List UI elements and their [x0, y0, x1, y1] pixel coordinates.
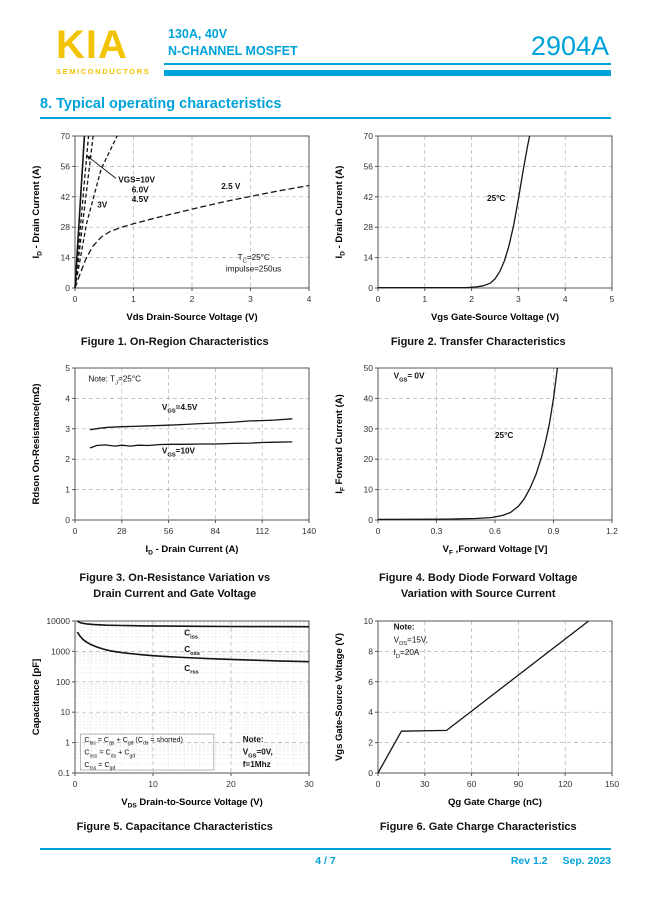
figure-1-caption: Figure 1. On-Region Characteristics [80, 335, 269, 348]
svg-text:112: 112 [255, 526, 269, 537]
svg-text:50: 50 [363, 363, 374, 374]
svg-text:3V: 3V [96, 200, 107, 210]
svg-text:VDS=15V,: $V_{DS}=15V$, [393, 634, 429, 647]
svg-text:140: 140 [301, 526, 316, 537]
svg-text:3: 3 [247, 293, 253, 304]
svg-text:VF ,Forward Voltage [V]: $V_F$ ,Forward Voltage [V] [442, 544, 548, 557]
svg-text:ID - Drain Current (A): $I_D$ - Drain Current (A) [30, 165, 44, 259]
figure-2 [330, 127, 628, 349]
svg-text:4: 4 [563, 293, 568, 304]
kia-logo [56, 22, 164, 76]
svg-text:5: 5 [65, 363, 70, 374]
svg-text:impulse=250us: impulse=250us [225, 264, 281, 274]
svg-text:TC=25°C: $T_C=25^\circ C$ [237, 252, 270, 265]
svg-text:150: 150 [605, 778, 620, 789]
svg-text:30: 30 [363, 423, 374, 434]
footer [40, 848, 611, 869]
svg-text:0: 0 [72, 778, 78, 789]
figure-4-caption: Figure 4. Body Diode Forward Voltage [379, 572, 578, 585]
svg-text:56: 56 [163, 526, 174, 537]
svg-text:1: 1 [130, 293, 136, 304]
svg-text:0: 0 [72, 293, 78, 304]
svg-text:3: 3 [516, 293, 522, 304]
svg-text:6.0V: 6.0V [131, 185, 149, 195]
figure-4-caption-line2: Variation with Source Current [400, 588, 556, 601]
figure-3-caption-line2: Drain Current and Gate Voltage [93, 588, 257, 601]
part-number: 2904A [530, 30, 609, 61]
svg-text:1: 1 [65, 484, 70, 495]
svg-text:30: 30 [304, 778, 314, 789]
svg-text:8: 8 [368, 646, 374, 657]
svg-text:60: 60 [467, 778, 477, 789]
svg-text:0.1: 0.1 [57, 767, 70, 778]
svg-text:56: 56 [60, 161, 70, 172]
header-row [164, 26, 611, 63]
svg-text:25°C: 25°C [487, 193, 506, 203]
svg-text:28: 28 [116, 526, 127, 537]
svg-text:1000: 1000 [50, 646, 70, 657]
svg-text:70: 70 [60, 130, 70, 141]
svg-text:2.5 V: 2.5 V [221, 181, 241, 191]
svg-text:1: 1 [422, 293, 428, 304]
svg-text:14: 14 [363, 252, 374, 263]
svg-text:28: 28 [363, 221, 374, 232]
figure-5-caption: Figure 5. Capacitance Characteristics [76, 820, 273, 833]
svg-text:100: 100 [55, 676, 70, 687]
svg-text:Vgs Gate-Source Voltage (V): Vgs Gate-Source Voltage (V) [431, 311, 560, 323]
svg-text:ID - Drain Current (A): $I_D$ - Drain Current (A) [334, 165, 347, 259]
section-title: 8. Typical operating characteristics [40, 96, 611, 119]
header-right [164, 26, 611, 76]
svg-text:0.9: 0.9 [547, 526, 560, 537]
figure-3-caption: Figure 3. On-Resistance Variation vs [79, 572, 271, 585]
svg-text:Ciss = Cgs + Cgd (Cds = shorte: $C_{iss} = C_{gs} + C_{gd}$ ($C_{ds}$ = shorted) [84, 734, 183, 747]
svg-text:0: 0 [65, 282, 70, 293]
chart-on-region [29, 127, 321, 333]
svg-text:VGS=10V: VGS=10V [118, 175, 155, 185]
svg-text:0: 0 [368, 515, 374, 526]
svg-text:6: 6 [368, 676, 374, 687]
figure-1 [26, 127, 324, 349]
svg-text:10000: 10000 [46, 615, 70, 626]
svg-text:70: 70 [363, 130, 374, 141]
svg-text:Ciss: $C_{iss}$ [183, 628, 198, 640]
svg-text:10: 10 [60, 706, 70, 717]
svg-text:25°C: 25°C [495, 430, 514, 440]
revision: Rev 1.2 [510, 855, 548, 867]
svg-text:30: 30 [420, 778, 430, 789]
svg-text:20: 20 [226, 778, 236, 789]
header-rule-thin [164, 63, 611, 65]
svg-text:42: 42 [363, 191, 374, 202]
svg-text:1: 1 [65, 737, 70, 748]
revision-date [499, 855, 611, 867]
svg-text:5: 5 [609, 293, 615, 304]
figure-4 [330, 359, 628, 602]
svg-text:4.5V: 4.5V [131, 194, 149, 204]
svg-text:Crss: $C_{rss}$ [183, 663, 199, 676]
svg-text:Coss = Cds + Cgd: $C_{oss} = C_{ds} + C_{gd}$ [84, 747, 135, 760]
svg-text:VGS=4.5V: $V_{GS}=4.5V$ [161, 402, 198, 415]
svg-text:Coss: $C_{oss}$ [183, 644, 200, 657]
figure-5 [26, 612, 324, 834]
svg-text:Note:: Note: [393, 622, 415, 632]
chart-on-resistance [29, 359, 321, 565]
page-number: 4 / 7 [315, 855, 336, 867]
svg-text:90: 90 [513, 778, 524, 789]
svg-text:40: 40 [363, 393, 374, 404]
svg-text:ID=20A: $I_D=20A$ [393, 647, 420, 660]
svg-text:120: 120 [558, 778, 573, 789]
svg-text:0: 0 [72, 526, 78, 537]
device-ratings [168, 26, 298, 60]
device-type: N-CHANNEL MOSFET [168, 43, 298, 58]
svg-text:ID - Drain Current (A): $I_D$ - Drain Current (A) [145, 544, 239, 557]
svg-text:20: 20 [363, 454, 374, 465]
svg-text:0: 0 [368, 282, 374, 293]
date: Sep. 2023 [562, 855, 611, 867]
figures-grid [26, 127, 627, 834]
chart-body-diode [332, 359, 624, 565]
chart-gate-charge [332, 612, 624, 818]
svg-text:Note: TJ=25°C: Note: $T_J=25^\circ C$ [88, 374, 141, 387]
svg-text:1.2: 1.2 [606, 526, 619, 537]
svg-text:84: 84 [210, 526, 220, 537]
svg-text:VDS Drain-to-Source Voltage (: $V_{DS}$ Drain-to-Source Voltage (V) [120, 796, 263, 810]
svg-text:28: 28 [60, 221, 70, 232]
rating-line: 130A, 40V [168, 27, 228, 41]
svg-text:IF Forward Current (A): $I_F$ Forward Current (A) [334, 394, 347, 494]
svg-text:VGS=0V,: $V_{GS}=0V$, [242, 747, 273, 760]
svg-text:0.3: 0.3 [430, 526, 443, 537]
svg-text:0: 0 [65, 515, 70, 526]
svg-text:4: 4 [368, 706, 374, 717]
svg-text:0: 0 [375, 778, 381, 789]
footer-inner [40, 855, 611, 869]
svg-text:VGS=10V: $V_{GS}=10V$ [161, 446, 195, 459]
chart-capacitance [29, 612, 321, 818]
svg-text:4: 4 [65, 393, 70, 404]
svg-text:0: 0 [375, 293, 381, 304]
header-rule-thick [164, 70, 611, 76]
svg-text:10: 10 [363, 615, 374, 626]
svg-text:4: 4 [306, 293, 312, 304]
svg-text:Rdson On-Resistance(mΩ): Rdson On-Resistance(mΩ) [30, 383, 42, 505]
svg-text:Crss = Cgd: $C_{rss} = C_{gd}$ [84, 759, 116, 772]
svg-text:0: 0 [375, 526, 381, 537]
svg-text:VGS= 0V: $V_{GS}= 0V$ [393, 371, 425, 384]
svg-text:Capacitance [pF]: Capacitance [pF] [30, 658, 42, 735]
svg-text:56: 56 [363, 161, 374, 172]
figure-3 [26, 359, 324, 602]
svg-text:10: 10 [148, 778, 158, 789]
figure-2-caption: Figure 2. Transfer Characteristics [390, 335, 566, 348]
figure-6 [330, 612, 628, 834]
svg-text:0: 0 [368, 767, 374, 778]
svg-text:Note:: Note: [242, 734, 264, 744]
svg-text:Vgs Gate-Source Voltage (V): Vgs Gate-Source Voltage (V) [334, 632, 346, 761]
svg-text:2: 2 [65, 454, 70, 465]
header [56, 22, 611, 76]
svg-text:f=1Mhz: f=1Mhz [242, 759, 271, 769]
svg-text:14: 14 [60, 252, 70, 263]
logo-text: KIA [56, 22, 128, 67]
svg-text:Qg Gate Charge (nC): Qg Gate Charge (nC) [448, 796, 543, 808]
svg-text:2: 2 [469, 293, 475, 304]
logo-subtitle: SEMICONDUCTORS [56, 66, 151, 76]
figure-6-caption: Figure 6. Gate Charge Characteristics [379, 820, 577, 833]
svg-text:Vds Drain-Source Voltage (V): Vds Drain-Source Voltage (V) [126, 311, 258, 323]
svg-text:10: 10 [363, 484, 374, 495]
svg-text:42: 42 [60, 191, 70, 202]
svg-text:3: 3 [65, 423, 70, 434]
svg-text:2: 2 [368, 737, 374, 748]
chart-transfer [332, 127, 624, 333]
svg-text:0.6: 0.6 [489, 526, 502, 537]
svg-text:2: 2 [189, 293, 195, 304]
